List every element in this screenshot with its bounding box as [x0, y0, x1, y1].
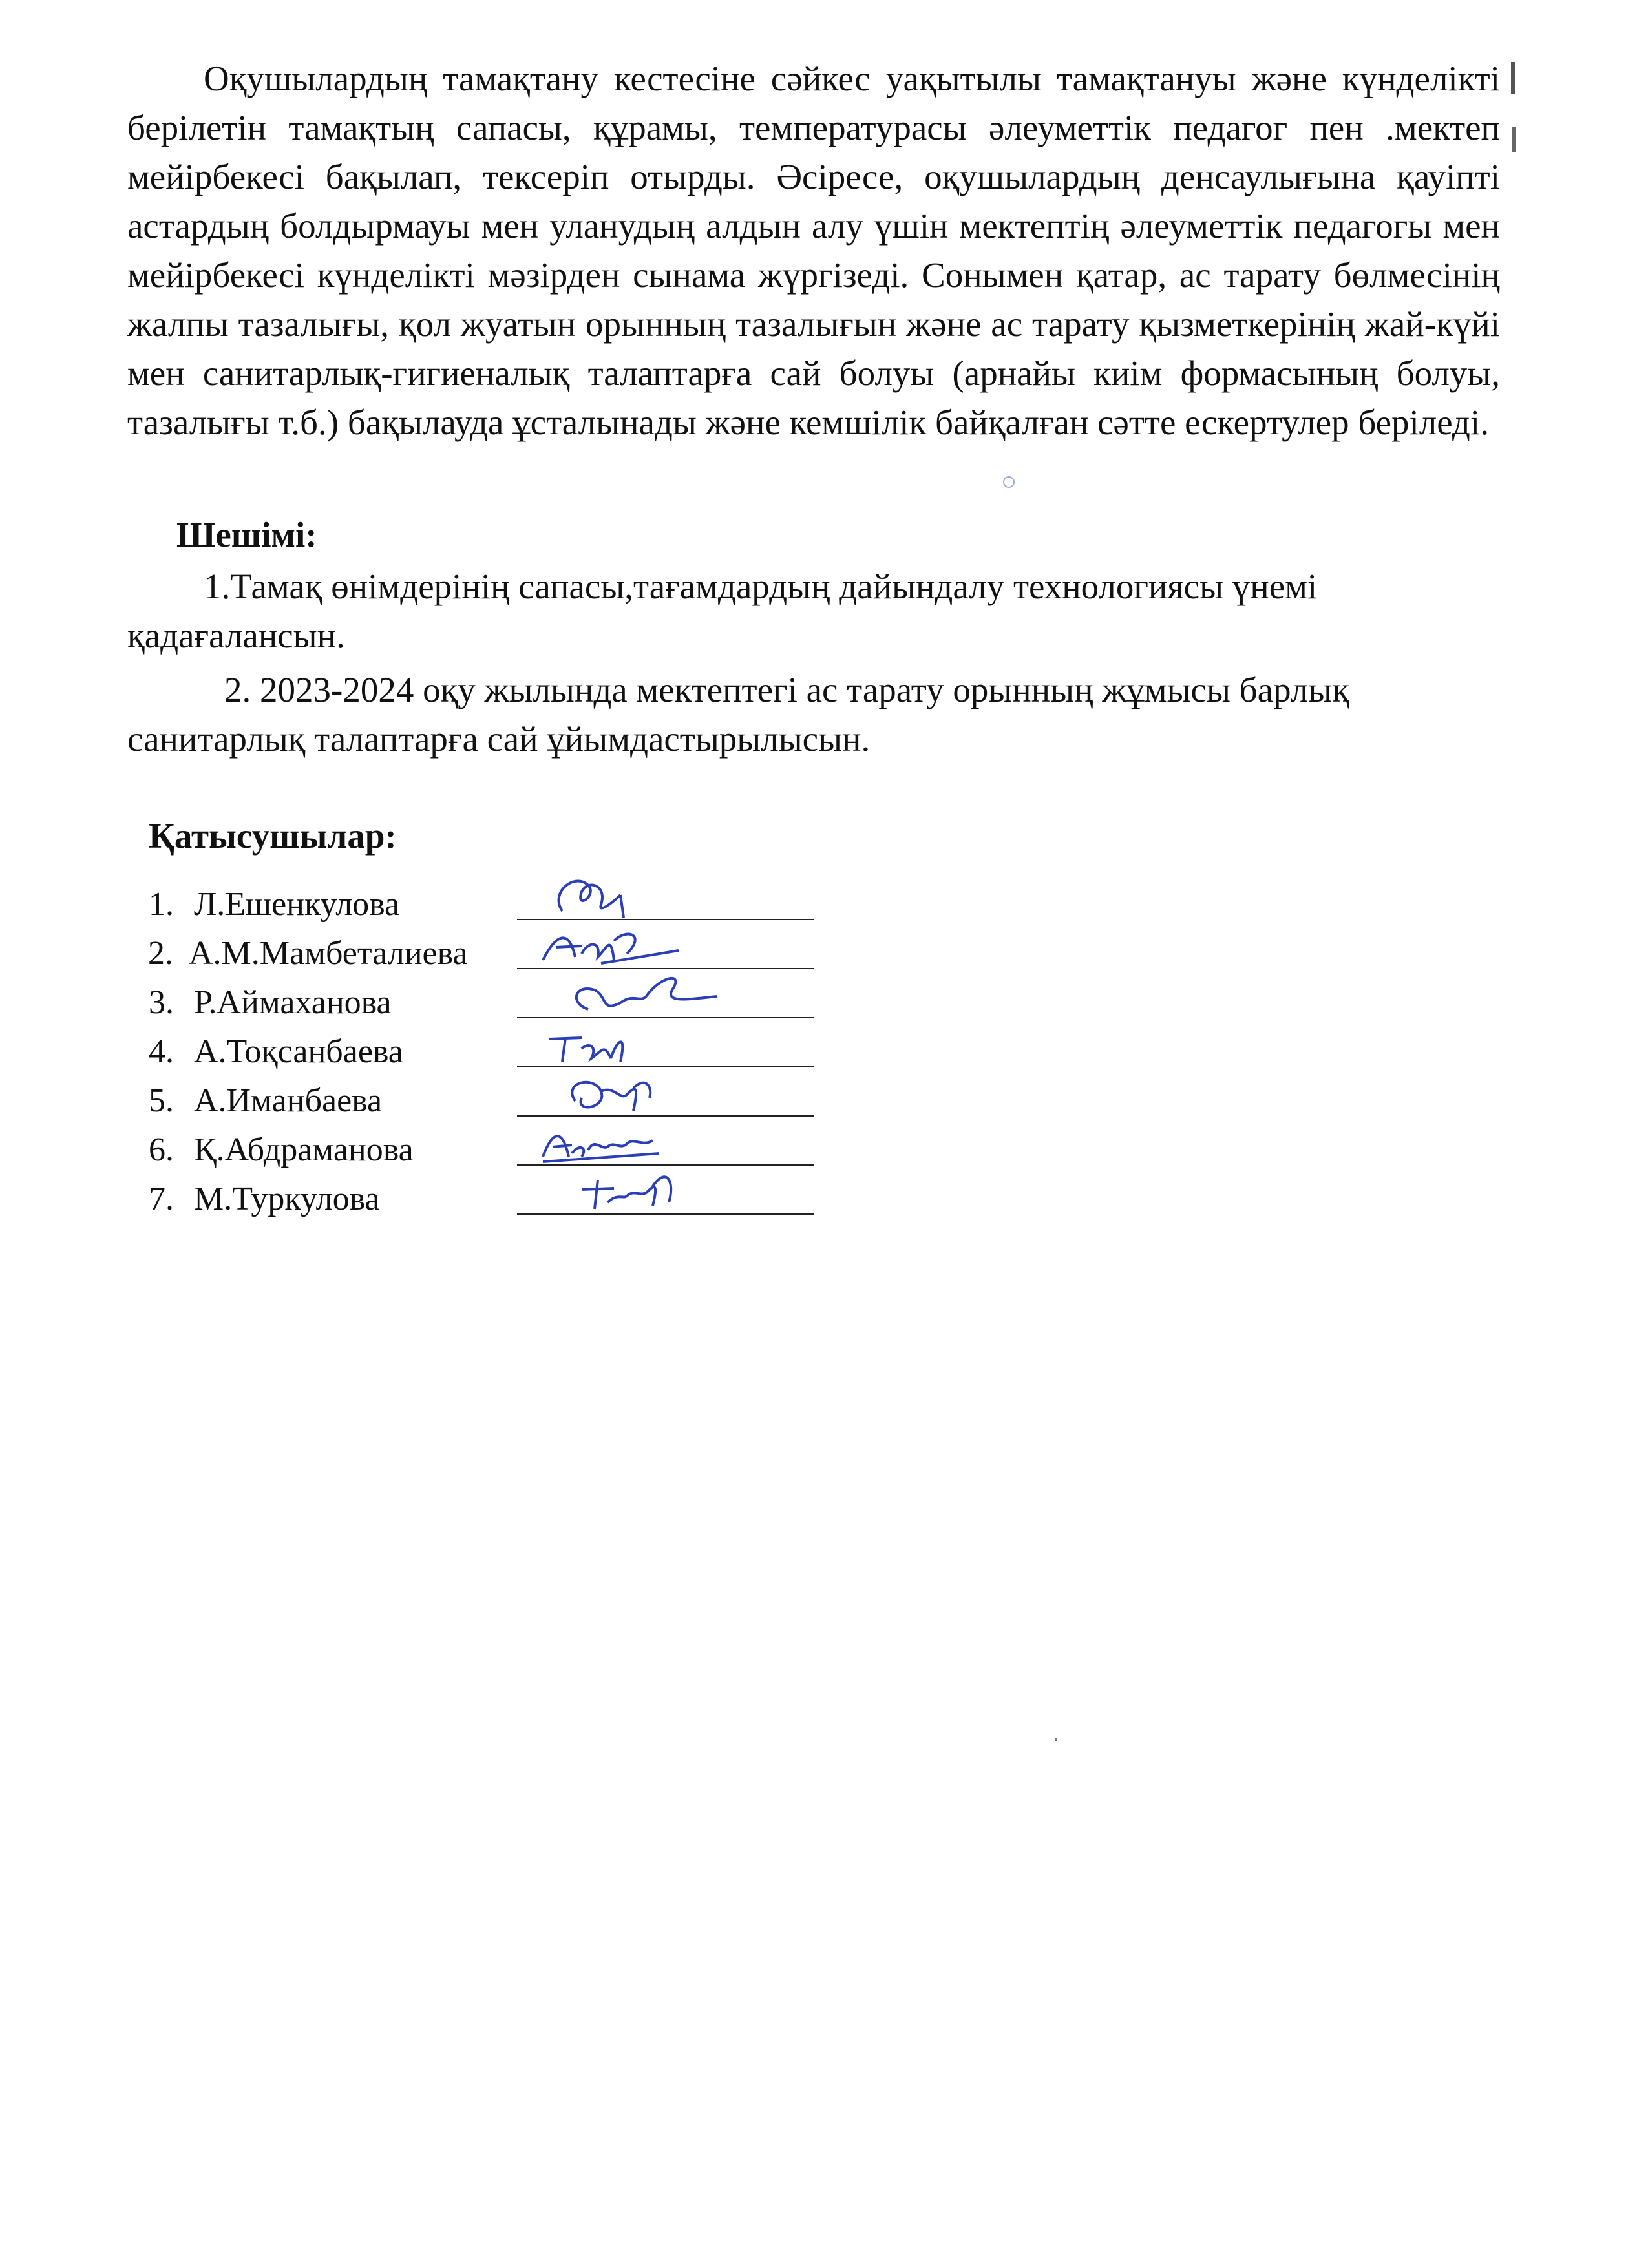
participant-name: А.Иманбаева [194, 1082, 383, 1119]
participant-number: 5. [149, 1082, 174, 1119]
participant-number: 3. [149, 984, 174, 1021]
scan-mark [1003, 476, 1015, 488]
participant-name: Қ.Абдраманова [194, 1131, 414, 1168]
participant-row [149, 1180, 924, 1219]
body-paragraph: Оқушылардың тамақтану кестесіне сәйкес уақытылы тамақтануы және күнделікті берілетін тамақтың сапасы, құрамы, температурасы әлеуметтік педагог пен .мектеп мейірбекесі бақылап, тексеріп отырды. Әсіресе, оқушылардың денсаулығына қауіпті астардың болдырмауы мен уланудың алдын алу үшін мектептің әлеуметтік педагогы мен мейірбекесі күнделікті мәзірден сынама жүргізеді. Сонымен қатар, ас тарату бөлмесінің жалпы тазалығы, қол жуатын орынның тазалығын және ас тарату қызметкерінің жай-күйі мен санитарлық-гигиеналық талаптарға сай болуы (арнайы киім формасының болуы, тазалығы т.б.) бақылауда ұсталынады және кемшілік байқалған сәтте ескертулер беріледі. [127, 59, 1500, 442]
participants-heading: Қатысушылар: [149, 816, 397, 856]
participant-name: М.Туркулова [194, 1181, 380, 1217]
participant-number: 1. [149, 886, 174, 923]
scan-mark [1511, 62, 1515, 94]
participant-number: 7. [149, 1181, 174, 1217]
scan-mark [1055, 1738, 1057, 1741]
scan-mark [1512, 127, 1516, 152]
participant-number: 2. [148, 935, 173, 972]
participant-name: Л.Ешенкулова [194, 886, 400, 923]
decision-item-1: 1.Тамақ өнімдерінің сапасы,тағамдардың дайындалу технологиясы үнемі қадағалансын. [127, 567, 1318, 655]
decision-item-2: 2. 2023-2024 оқу жылында мектептегі ас тарату орынның жұмысы барлық санитарлық талаптарға сай ұйымдастырылысын. [127, 670, 1349, 759]
decision-heading: Шешімі: [176, 515, 317, 554]
participant-name: Р.Аймаханова [194, 984, 392, 1021]
participant-number: 4. [149, 1033, 174, 1070]
participant-number: 6. [149, 1131, 174, 1168]
participants-list [148, 885, 924, 1217]
participant-name: А.Тоқсанбаева [194, 1033, 403, 1070]
participant-name: А.М.Мамбеталиева [189, 935, 468, 972]
signature-mark [536, 1160, 795, 1219]
